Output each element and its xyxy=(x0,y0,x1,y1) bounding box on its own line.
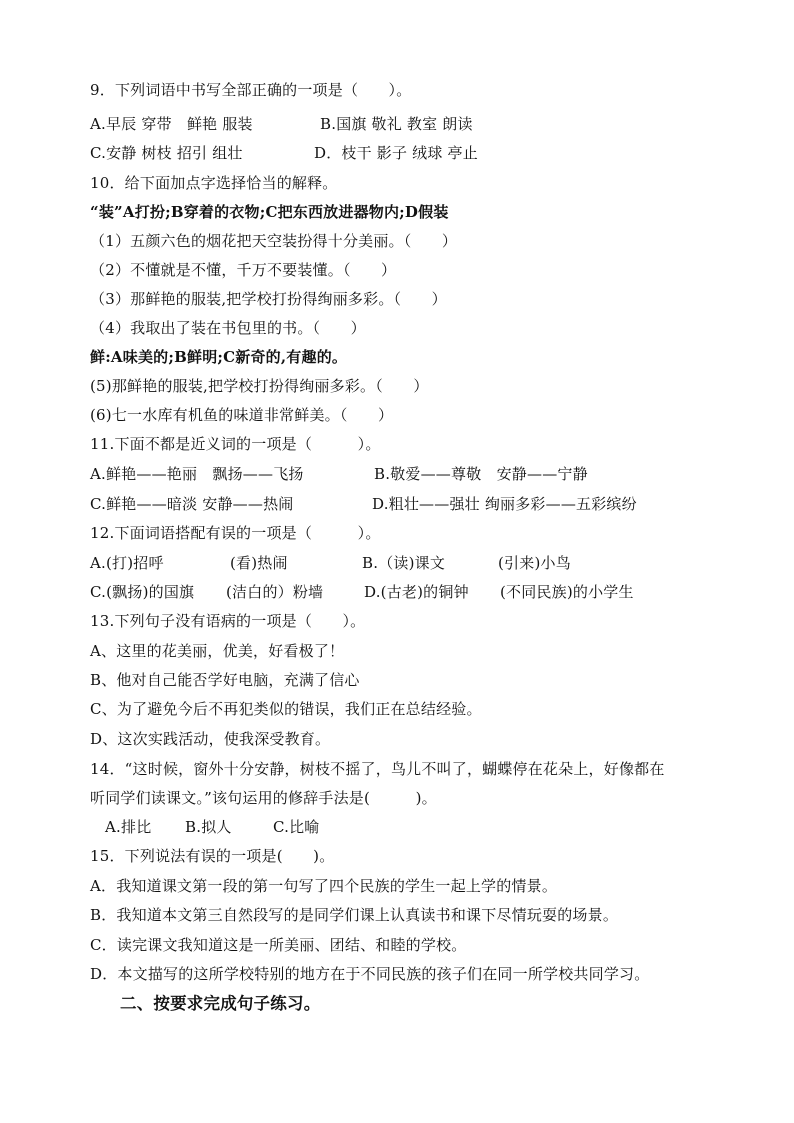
q12-option-b-1: B.（读)课文 xyxy=(362,554,446,572)
q11-stem: 11.下面不都是近义词的一项是（ ）。 xyxy=(90,435,381,453)
q12-options-row2 xyxy=(90,582,634,602)
q14-option-c: C.比喻 xyxy=(273,818,320,836)
q15-option-b: B．我知道本文第三自然段写的是同学们课上认真读书和课下尽情玩耍的场景。 xyxy=(90,906,619,924)
q12-option-c-1: C.(飘扬)的国旗 xyxy=(90,583,195,601)
q13-option-b: B、他对自己能否学好电脑，充满了信心 xyxy=(90,671,360,689)
q12-option-d-2: (不同民族)的小学生 xyxy=(500,583,634,601)
q11-option-a: A.鲜艳——艳丽 飘扬——飞扬 xyxy=(90,465,304,483)
q13-option-d: D、这次实践活动，使我深受教育。 xyxy=(90,730,331,748)
q12-option-c-2: (洁白的）粉墙 xyxy=(226,583,324,601)
section-2-heading: 二、按要求完成句子练习。 xyxy=(120,994,321,1013)
q11-options-row2 xyxy=(90,494,637,514)
q10-item-4: （4）我取出了装在书包里的书。（ ） xyxy=(90,319,366,337)
q11-option-d: D.粗壮——强壮 绚丽多彩——五彩缤纷 xyxy=(372,495,637,513)
q10-item-3: （3）那鲜艳的服装,把学校打扮得绚丽多彩。（ ） xyxy=(90,290,447,308)
q14-options xyxy=(105,817,320,837)
q15-stem: 15．下列说法有误的一项是( )。 xyxy=(90,847,335,865)
q10-stem: 10．给下面加点字选择恰当的解释。 xyxy=(90,174,338,192)
q12-options-row1 xyxy=(90,553,571,573)
q14-option-a: A.排比 xyxy=(105,818,152,836)
q15-option-c: C．读完课文我知道这是一所美丽、团结、和睦的学校。 xyxy=(90,936,467,954)
q12-option-b-2: (引来)小鸟 xyxy=(498,554,571,572)
q11-option-c: C.鲜艳——暗淡 安静——热闹 xyxy=(90,495,294,513)
q9-stem: 9．下列词语中书写全部正确的一项是（ ）。 xyxy=(90,81,412,99)
q10-zhuang-definitions: “装”A打扮;B穿着的衣物;C把东西放进器物内;D假装 xyxy=(90,203,449,221)
q14-stem-line1: 14．“这时候，窗外十分安静，树枝不摇了，鸟儿不叫了，蝴蝶停在花朵上，好像都在 xyxy=(90,760,665,778)
q13-stem: 13.下列句子没有语病的一项是（ ）。 xyxy=(90,612,366,630)
q10-item-1: （1）五颜六色的烟花把天空装扮得十分美丽。（ ） xyxy=(90,232,458,250)
q10-item-2: （2）不懂就是不懂，千万不要装懂。（ ） xyxy=(90,261,397,279)
q11-option-b: B.敬爱——尊敬 安静——宁静 xyxy=(374,465,588,483)
q15-option-a: A．我知道课文第一段的第一句写了四个民族的学生一起上学的情景。 xyxy=(90,877,558,895)
q13-option-c: C、为了避免今后不再犯类似的错误，我们正在总结经验。 xyxy=(90,700,482,718)
q12-option-a-1: A.(打)招呼 xyxy=(90,554,164,572)
q9-option-b: B.国旗 敬礼 教室 朗读 xyxy=(320,115,473,133)
q13-option-a: A、这里的花美丽，优美，好看极了！ xyxy=(90,642,345,660)
q12-option-a-2: (看)热闹 xyxy=(230,554,288,572)
q10-item-6: (6)七一水库有机鱼的味道非常鲜美。（ ） xyxy=(90,406,394,424)
q12-option-d-1: D.(古老)的铜钟 xyxy=(364,583,469,601)
q12-stem: 12.下面词语搭配有误的一项是（ ）。 xyxy=(90,524,381,542)
q14-option-b: B.拟人 xyxy=(185,818,232,836)
q9-option-d: D．枝干 影子 绒球 亭止 xyxy=(314,144,478,162)
q9-options-row1 xyxy=(90,114,473,134)
q15-option-d: D．本文描写的这所学校特别的地方在于不同民族的孩子们在同一所学校共同学习。 xyxy=(90,965,650,983)
q9-option-c: C.安静 树枝 招引 组壮 xyxy=(90,144,243,162)
q11-options-row1 xyxy=(90,464,588,484)
q10-xian-definitions: 鲜:A味美的;B鲜明;C新奇的,有趣的。 xyxy=(90,348,348,366)
q14-stem-line2: 听同学们读课文。”该句运用的修辞手法是( )。 xyxy=(90,789,437,807)
q9-option-a: A.早辰 穿带 鲜艳 服装 xyxy=(90,115,253,133)
q9-options-row2 xyxy=(90,143,478,163)
q10-item-5: (5)那鲜艳的服装,把学校打扮得绚丽多彩。（ ） xyxy=(90,377,429,395)
